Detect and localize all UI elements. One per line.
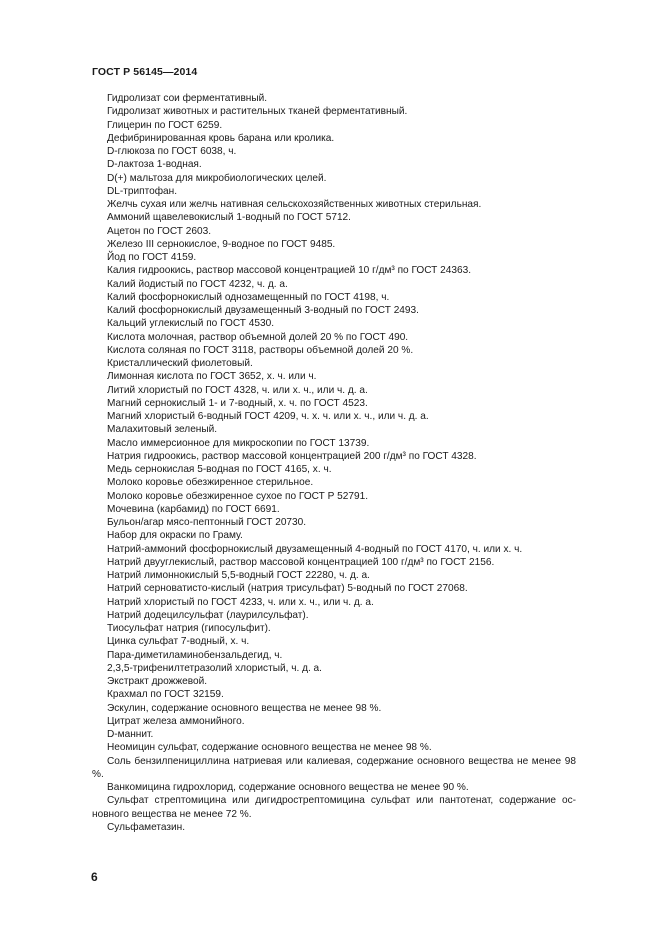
reagent-line: 2,3,5-трифенилтетразолий хлористый, ч. д. а. [107, 662, 322, 674]
reagent-line: Бульон/агар мясо-пептонный ГОСТ 20730. [107, 517, 307, 528]
reagent-line: Тиосульфат натрия (гипосульфит). [107, 623, 271, 634]
reagent-line: Глицерин по ГОСТ 6259. [107, 119, 223, 131]
reagent-line: Молоко коровье обезжиренное сухое по ГОСТ Р 52791. [107, 490, 369, 502]
reagent-line: Неомицин сульфат, содержание основного вещества не менее 98 %. [107, 742, 432, 754]
reagent-line: D-маннит. [107, 729, 154, 740]
page-number: 6 [91, 870, 98, 884]
reagent-line: Натрий двууглекислый, раствор массовой концентрацией 100 г/дм³ по ГОСТ 2156. [107, 556, 495, 568]
reagent-line: Кальций углекислый по ГОСТ 4530. [107, 318, 275, 330]
reagent-line: Натрий хлористый по ГОСТ 4233, ч. или х. ч., или ч. д. а. [107, 596, 374, 608]
reagent-line: Дефибринированная кровь барана или кролика. [107, 132, 335, 144]
reagent-line: Набор для окраски по Граму. [107, 530, 243, 542]
reagent-line: Медь сернокислая 5-водная по ГОСТ 4165, х. ч. [107, 464, 332, 475]
reagent-line: Гидролизат животных и растительных тканей ферментативный. [107, 106, 408, 118]
reagent-line: Гидролизат сои ферментативный. [107, 93, 268, 104]
reagent-line: Лимонная кислота по ГОСТ 3652, х. ч. или ч. [107, 371, 317, 383]
reagent-line: Ацетон по ГОСТ 2603. [107, 225, 211, 237]
reagent-line: Кислота соляная по ГОСТ 3118, растворы объемной долей 20 %. [107, 344, 414, 356]
reagent-line: Эскулин, содержание основного вещества не менее 98 %. [107, 702, 382, 714]
reagent-line: Пара-диметиламинобензальдегид, ч. [107, 649, 283, 661]
reagent-line: Экстракт дрожжевой. [107, 676, 208, 687]
reagent-line: Калий фосфорнокислый двузамещенный 3-водный по ГОСТ 2493. [107, 305, 419, 316]
reagent-line-paragraph: Сульфаметазин. [107, 821, 186, 833]
reagent-line: Кристаллический фиолетовый. [107, 358, 253, 369]
reagent-line: D-глюкоза по ГОСТ 6038, ч. [107, 146, 237, 157]
reagent-line: Цитрат железа аммонийного. [107, 715, 245, 727]
reagent-line: Крахмал по ГОСТ 32159. [107, 689, 224, 701]
reagent-line: Калий йодистый по ГОСТ 4232, ч. д. а. [107, 278, 288, 290]
document-header: ГОСТ Р 56145—2014 [92, 66, 198, 78]
reagent-line: Масло иммерсионное для микроскопии по ГОСТ 13739. [107, 437, 370, 449]
reagent-line: Аммоний щавелевокислый 1-водный по ГОСТ 5712. [107, 212, 351, 224]
reagent-line-paragraph: Ванкомицина гидрохлорид, содержание основного вещества не менее 90 %. [107, 782, 469, 793]
reagent-line: Йод по ГОСТ 4159. [107, 252, 197, 263]
reagent-line: Натрий лимоннокислый 5,5-водный ГОСТ 22280, ч. д. а. [107, 570, 370, 581]
reagent-line: Натрий додецилсульфат (лаурилсульфат). [107, 609, 309, 621]
reagent-line: Молоко коровье обезжиренное стерильное. [107, 477, 314, 489]
reagent-line: Цинка сульфат 7-водный, х. ч. [107, 636, 250, 648]
reagent-line: DL-триптофан. [107, 185, 178, 197]
reagent-line: Железо III сернокислое, 9-водное по ГОСТ 9485. [107, 238, 336, 250]
reagent-line: Мочевина (карбамид) по ГОСТ 6691. [107, 503, 280, 515]
reagent-line: Натрий серноватисто-кислый (натрия трисульфат) 5-водный по ГОСТ 27068. [107, 583, 468, 595]
reagent-line: D(+) мальтоза для микробиологических целей. [107, 172, 327, 184]
reagent-line: D-лактоза 1-водная. [107, 159, 202, 171]
reagent-line: Магний сернокислый 1- и 7-водный, х. ч. по ГОСТ 4523. [107, 397, 368, 409]
reagent-line-paragraph: Соль бензилпенициллина натриевая или калиевая, содержание основного вещества не менее 98 %. [92, 755, 576, 780]
reagent-line: Литий хлористый по ГОСТ 4328, ч. или х. ч., или ч. д. а. [107, 384, 368, 396]
reagent-line: Малахитовый зеленый. [107, 424, 218, 436]
reagent-line: Магний хлористый 6-водный ГОСТ 4209, ч. х. ч. или х. ч., или ч. д. а. [107, 411, 429, 422]
reagent-line: Калия гидроокись, раствор массовой концентрацией 10 г/дм³ по ГОСТ 24363. [107, 265, 472, 277]
reagent-list [92, 92, 576, 834]
reagent-line: Натрия гидроокись, раствор массовой концентрацией 200 г/дм³ по ГОСТ 4328. [107, 450, 477, 462]
reagent-line-paragraph: Сульфат стрептомицина или дигидрострептомицина сульфат или пантотенат, содержание ос-новного вещества не менее 72 %. [92, 795, 576, 820]
reagent-line: Натрий-аммоний фосфорнокислый двузамещенный 4-водный по ГОСТ 4170, ч. или х. ч. [107, 543, 523, 555]
reagent-line: Желчь сухая или желчь нативная сельскохозяйственных животных стерильная. [107, 199, 482, 210]
reagent-line: Кислота молочная, раствор объемной долей 20 % по ГОСТ 490. [107, 331, 409, 343]
reagent-line: Калий фосфорнокислый однозамещенный по ГОСТ 4198, ч. [107, 291, 390, 303]
